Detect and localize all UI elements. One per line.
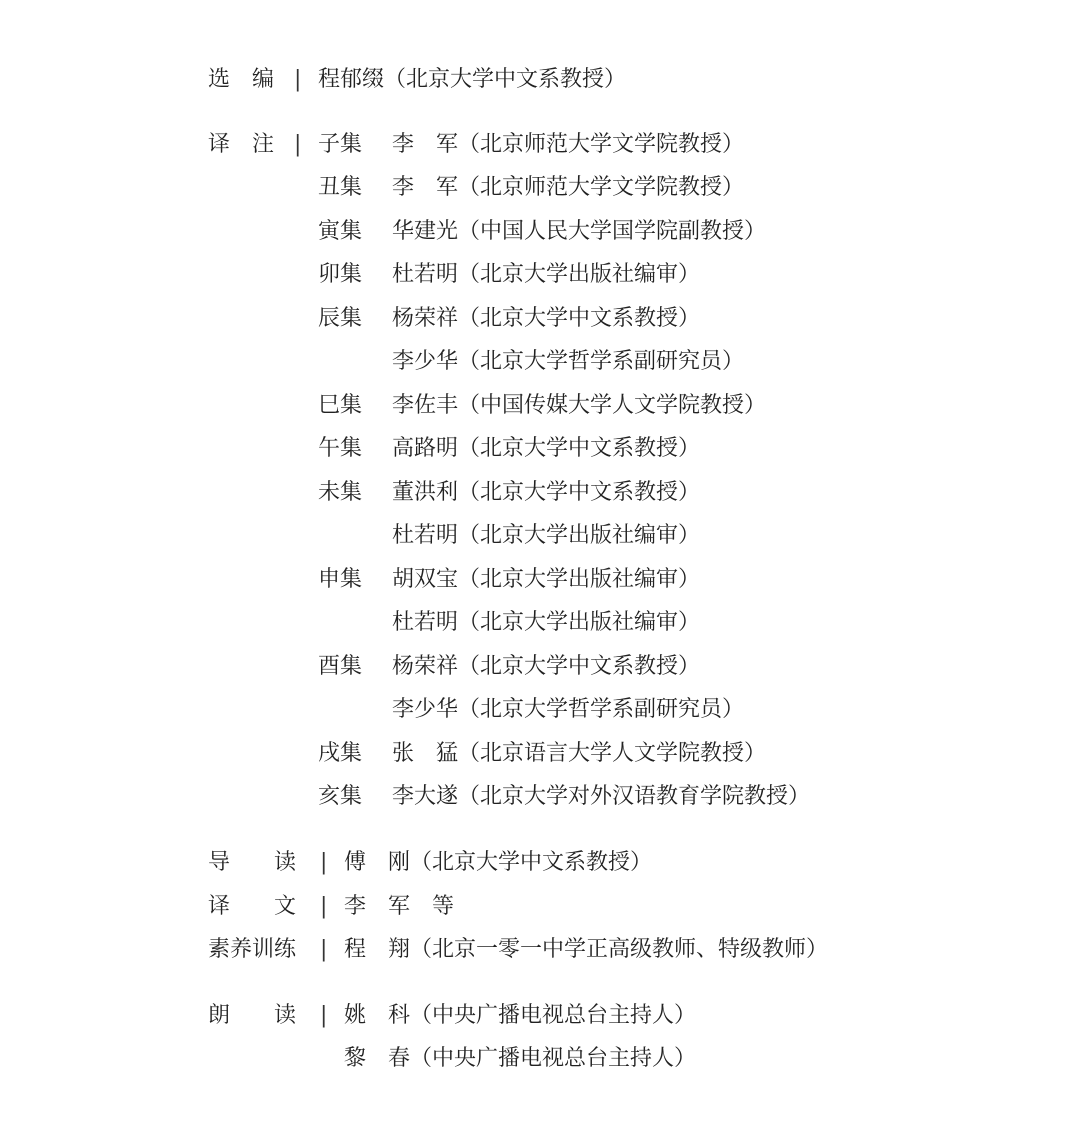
annotation-separator: | xyxy=(294,132,302,157)
annotation-person: 李大遂（北京大学对外汉语教育学院教授） xyxy=(392,784,811,809)
annotation-person: 李少华（北京大学哲学系副研究员） xyxy=(392,349,745,374)
annotation-collection: 子集 xyxy=(318,132,363,157)
translation-separator: | xyxy=(320,894,328,919)
annotation-collection: 卯集 xyxy=(318,262,363,287)
annotation-person: 李少华（北京大学哲学系副研究员） xyxy=(392,697,745,722)
training-separator: | xyxy=(320,937,328,962)
translation-label: 译 文 xyxy=(208,894,297,919)
annotation-person: 胡双宝（北京大学出版社编审） xyxy=(392,567,701,592)
annotation-collection: 巳集 xyxy=(318,393,363,418)
reading-label: 朗 读 xyxy=(208,1003,297,1028)
guide-label: 导 读 xyxy=(208,850,297,875)
annotation-person: 李佐丰（中国传媒大学人文学院教授） xyxy=(392,393,767,418)
annotation-person: 李 军（北京师范大学文学院教授） xyxy=(392,132,745,157)
editor-label: 选 编 xyxy=(208,67,275,92)
editor-text: 程郁缀（北京大学中文系教授） xyxy=(318,67,627,92)
training-text: 程 翔（北京一零一中学正高级教师、特级教师） xyxy=(344,937,829,962)
annotation-person: 杨荣祥（北京大学中文系教授） xyxy=(392,306,701,331)
annotation-person: 杜若明（北京大学出版社编审） xyxy=(392,262,701,287)
annotation-person: 李 军（北京师范大学文学院教授） xyxy=(392,175,745,200)
annotation-collection: 丑集 xyxy=(318,175,363,200)
reading-text: 黎 春（中央广播电视总台主持人） xyxy=(344,1046,697,1071)
annotation-collection: 亥集 xyxy=(318,784,363,809)
annotation-collection: 申集 xyxy=(318,567,363,592)
reading-text: 姚 科（中央广播电视总台主持人） xyxy=(344,1003,697,1028)
annotation-person: 杜若明（北京大学出版社编审） xyxy=(392,610,701,635)
annotation-collection: 辰集 xyxy=(318,306,363,331)
annotation-collection: 酉集 xyxy=(318,654,363,679)
annotation-person: 高路明（北京大学中文系教授） xyxy=(392,436,701,461)
annotation-collection: 寅集 xyxy=(318,219,363,244)
guide-text: 傅 刚（北京大学中文系教授） xyxy=(344,850,653,875)
translation-text: 李 军 等 xyxy=(344,894,455,919)
annotation-collection: 未集 xyxy=(318,480,363,505)
annotation-label: 译 注 xyxy=(208,132,275,157)
annotation-collection: 戌集 xyxy=(318,741,363,766)
annotation-person: 杨荣祥（北京大学中文系教授） xyxy=(392,654,701,679)
training-label: 素养训练 xyxy=(208,937,297,962)
annotation-collection: 午集 xyxy=(318,436,363,461)
annotation-person: 华建光（中国人民大学国学院副教授） xyxy=(392,219,767,244)
guide-separator: | xyxy=(320,850,328,875)
annotation-person: 张 猛（北京语言大学人文学院教授） xyxy=(392,741,767,766)
editor-separator: | xyxy=(294,67,302,92)
annotation-person: 杜若明（北京大学出版社编审） xyxy=(392,523,701,548)
reading-separator: | xyxy=(320,1003,328,1028)
annotation-person: 董洪利（北京大学中文系教授） xyxy=(392,480,701,505)
